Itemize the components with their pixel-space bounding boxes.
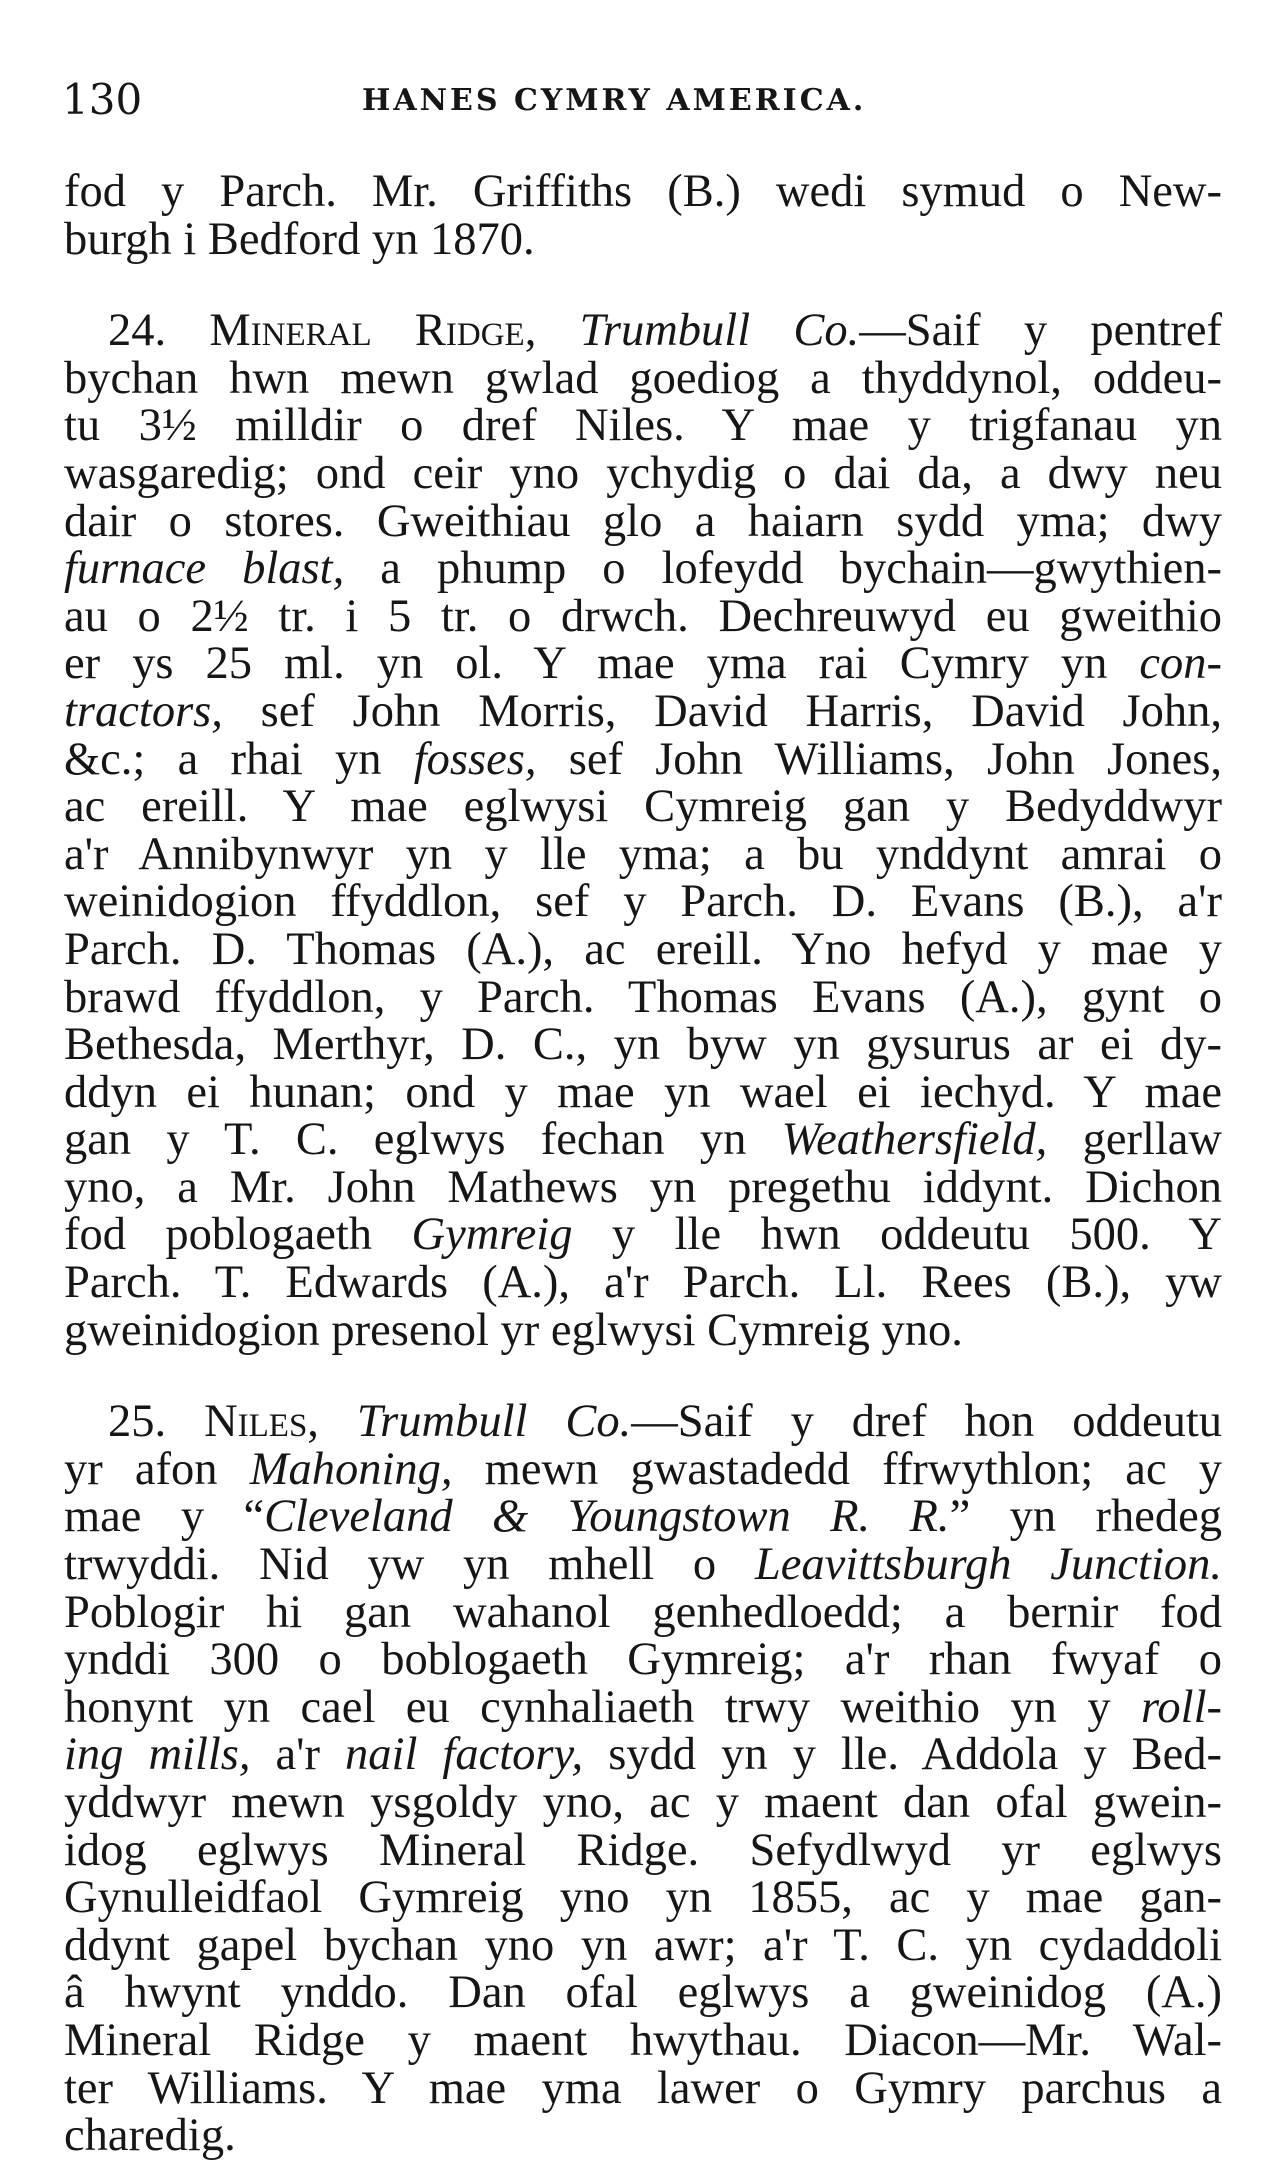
section-24-line-2: bychan hwn mewn gwlad goediog a thyddynol, oddeu- (64, 352, 1222, 404)
section-25-line-1: —Saif y dref hon oddeutu (631, 1396, 1223, 1448)
section-24-county: Trumbull Co. (579, 305, 860, 357)
section-24-line-12: a'r Annibynwyr yn y lle yma; a bu ynddynt amrai o (64, 828, 1222, 880)
italic-ing-mills: ing mills, (64, 1729, 251, 1781)
section-24-line-13: weinidogion ffyddlon, sef y Parch. D. Evans (B.), a'r (64, 876, 1222, 928)
section-24-line-19: yno, a Mr. John Mathews yn pregethu iddynt. Dichon (64, 1161, 1222, 1213)
italic-gymreig: Gymreig (411, 1209, 573, 1261)
italic-weathersfield: Weathersfield, (781, 1114, 1048, 1166)
section-25-line-14: Mineral Ridge y maent hwythau. Diacon—Mr. Wal- (64, 2014, 1222, 2066)
section-25-line-11: Gynulleidfaol Gymreig yno yn 1855, ac y mae gan- (64, 1872, 1222, 1924)
italic-nail-factory: nail factory, (345, 1729, 584, 1781)
section-25-line-13: â hwynt ynddo. Dan ofal eglwys a gweinidog (A.) (64, 1967, 1222, 2019)
italic-cleveland-youngstown: Cleveland & Youngstown R. R. (264, 1491, 950, 1543)
running-title: HANES CYMRY AMERICA. (362, 83, 867, 118)
section-25-line-5: Poblogir hi gan wahanol genhedloedd; a bernir fod (64, 1586, 1222, 1638)
section-24-line-17: ddyn ei hunan; ond y mae yn wael ei iechyd. Y mae (64, 1066, 1222, 1118)
italic-tractors: tractors, (64, 685, 223, 737)
section-24-heading-line (64, 307, 1222, 355)
section-25-heading-line (64, 1398, 1222, 1446)
section-24-line-16: Bethesda, Merthyr, D. C., yn byw yn gysurus ar ei dy- (64, 1019, 1222, 1071)
paragraph-gap (64, 263, 1222, 307)
section-25-line-3: mae y “Cleveland & Youngstown R. R.” yn rhedeg (64, 1491, 1222, 1543)
section-25-line-4: trwyddi. Nid yw yn mhell o Leavittsburgh Junction. (64, 1539, 1222, 1591)
italic-mahoning: Mahoning, (249, 1443, 453, 1495)
section-24-line-10: &c.; a rhai yn fosses, sef John Williams, John Jones, (64, 733, 1222, 785)
section-24-line-6: furnace blast, a phump o lofeydd bychain—gwythien- (64, 543, 1222, 595)
section-25-line-10: idog eglwys Mineral Ridge. Sefydlwyd yr eglwys (64, 1824, 1222, 1876)
italic-con: con- (1139, 638, 1222, 690)
body-text (64, 168, 1222, 2160)
section-25-line-2: yr afon Mahoning, mewn gwastadedd ffrwythlon; ac y (64, 1443, 1223, 1495)
section-25-place: Niles, (204, 1396, 319, 1448)
section-25-line-7: honynt yn cael eu cynhaliaeth trwy weithio yn y roll- (64, 1681, 1222, 1733)
section-24-line-18: gan y T. C. eglwys fechan yn Weathersfield, gerllaw (64, 1114, 1222, 1166)
page-header (62, 70, 1222, 130)
page-number: 130 (62, 75, 143, 124)
section-25-line-6: ynddi 300 o boblogaeth Gymreig; a'r rhan fwyaf o (64, 1634, 1222, 1686)
section-25-line-15: ter Williams. Y mae yma lawer o Gymry parchus a (64, 2062, 1222, 2114)
section-24-line-7: au o 2½ tr. i 5 tr. o drwch. Dechreuwyd eu gweithio (64, 590, 1222, 642)
section-24-line-14: Parch. D. Thomas (A.), ac ereill. Yno hefyd y mae y (64, 923, 1222, 975)
section-24-line-11: ac ereill. Y mae eglwysi Cymreig gan y Bedyddwyr (64, 781, 1222, 833)
section-24-line-8: er ys 25 ml. yn ol. Y mae yma rai Cymry yn con- (64, 638, 1222, 690)
section-24-line-3: tu 3½ milldir o dref Niles. Y mae y trigfanau yn (64, 400, 1222, 452)
section-24-place: Mineral Ridge, (209, 305, 537, 357)
section-25-line-12: ddynt gapel bychan yno yn awr; a'r T. C. yn cydaddoli (64, 1919, 1222, 1971)
section-24-line-22: gweinidogion presenol yr eglwysi Cymreig yno. (64, 1304, 963, 1356)
section-25-county: Trumbull Co. (356, 1396, 632, 1448)
section-25-line-9: yddwyr mewn ysgoldy yno, ac y maent dan ofal gwein- (64, 1777, 1222, 1828)
section-24-line-15: brawd ffyddlon, y Parch. Thomas Evans (A.), gynt o (64, 971, 1222, 1023)
paragraph-1-line-2: burgh i Bedford yn 1870. (64, 213, 535, 265)
italic-leavittsburgh: Leavittsburgh Junction. (754, 1539, 1222, 1591)
italic-furnace-blast: furnace blast, (64, 543, 345, 595)
section-24-line-9: tractors, sef John Morris, David Harris, David John, (64, 685, 1222, 737)
section-24-line-4: wasgaredig; ond ceir yno ychydig o dai da, a dwy neu (64, 447, 1222, 499)
italic-roll: roll- (1141, 1681, 1222, 1733)
paragraph-gap (64, 1354, 1222, 1398)
section-25-number: 25. (108, 1396, 167, 1448)
section-25-line-16: charedig. (64, 2110, 236, 2161)
section-24-line-20: fod poblogaeth Gymreig y lle hwn oddeutu 500. Y (64, 1209, 1222, 1261)
paragraph-1-line-1: fod y Parch. Mr. Griffiths (B.) wedi symud o New- (64, 166, 1222, 217)
section-24-line-21: Parch. T. Edwards (A.), a'r Parch. Ll. Rees (B.), yw (64, 1257, 1222, 1309)
section-24-line-5: dair o stores. Gweithiau glo a haiarn sydd yma; dwy (64, 495, 1222, 547)
section-25-line-8: ing mills, a'r nail factory, sydd yn y lle. Addola y Bed- (64, 1729, 1222, 1781)
section-24-number: 24. (108, 305, 167, 357)
italic-fosses: fosses, (413, 733, 537, 785)
section-24-line-1: —Saif y pentref (859, 305, 1222, 357)
